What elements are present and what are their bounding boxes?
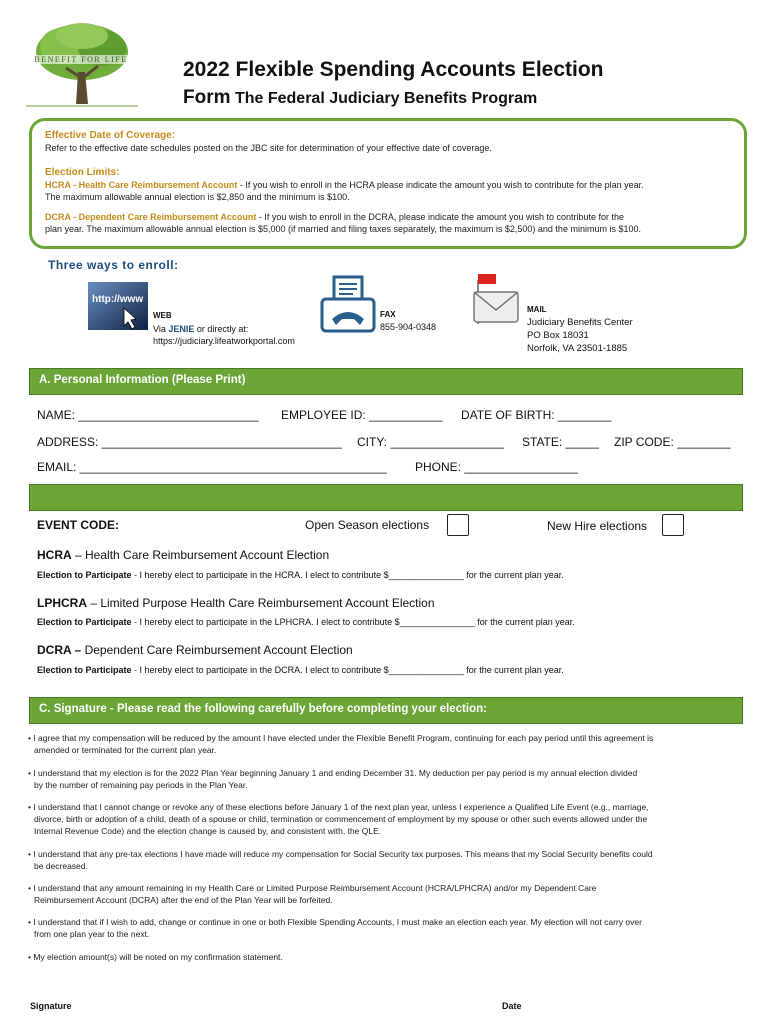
hcra-limit-line1 [45, 179, 644, 191]
lphcra-heading [37, 596, 435, 610]
mail-line3: Norfolk, VA 23501-1885 [527, 343, 628, 354]
dob-field[interactable]: DATE OF BIRTH: ________ [461, 408, 612, 422]
title-form-word: Form [183, 87, 231, 108]
program-name: The Federal Judiciary Benefits Program [234, 90, 538, 107]
dcra-limit-label: DCRA - Dependent Care Reimbursement Account [45, 212, 257, 222]
lphcra-election-line[interactable] [37, 617, 575, 627]
bullet-line: Reimbursement Account (DCRA) after the end of the Plan Year will be forfeited. [34, 895, 333, 905]
lphcra-elect-text: - I hereby elect to participate in the LPHCRA. I elect to contribute $_______________ for the current plan year. [131, 617, 575, 627]
web-via: Via [153, 324, 169, 334]
hcra-limit-text: - If you wish to enroll in the HCRA please indicate the amount you wish to contribute for the plan year. [237, 180, 644, 190]
bullet-line: be decreased. [34, 861, 88, 871]
zip-field[interactable]: ZIP CODE: ________ [614, 435, 731, 449]
employee-id-field[interactable]: EMPLOYEE ID: ___________ [281, 408, 443, 422]
city-field[interactable]: CITY: _________________ [357, 435, 504, 449]
phone-field[interactable]: PHONE: _________________ [415, 460, 578, 474]
section-c-header [29, 697, 743, 724]
bullet-line: • I understand that my election is for the 2022 Plan Year beginning January 1 and ending December 31. My deduction per pay period is my annual election divided [28, 768, 638, 778]
fax-icon [320, 275, 376, 333]
benefit-for-life-logo [22, 22, 140, 108]
bullet-line: by the number of remaining pay periods in the Plan Year. [34, 780, 248, 790]
email-field[interactable]: EMAIL: ______________________________________________ [37, 460, 387, 474]
fax-number: 855-904-0348 [380, 322, 437, 332]
fax-label: FAX [380, 310, 396, 319]
logo-text: BENEFIT FOR LIFE [26, 55, 136, 64]
name-field[interactable]: NAME: ___________________________ [37, 408, 259, 422]
lphcra-elect-bold: Election to Participate [37, 617, 132, 627]
agreement-bullet-1 [28, 732, 733, 756]
mailbox-icon [470, 272, 520, 328]
hcra-heading [37, 548, 329, 562]
mail-line1: Judiciary Benefits Center [527, 317, 633, 328]
bullet-line: • My election amount(s) will be noted on my confirmation statement. [28, 952, 283, 962]
web-text [153, 323, 295, 347]
hcra-election-line[interactable] [37, 570, 564, 580]
bullet-line: divorce, birth or adoption of a child, death of a spouse or child, termination or commencement of employment by my spouse or other such events allowed under the [34, 814, 648, 824]
agreement-bullet-2 [28, 767, 733, 791]
bullet-line: • I understand that any pre-tax elections I have made will reduce my compensation for Social Security tax purposes. This means that my Social Security benefits could [28, 849, 653, 859]
agreement-bullet-5 [28, 882, 733, 906]
bullet-line: • I understand that I cannot change or revoke any of these elections before January 1 of the next plan year, unless I experience a Qualified Life Event (e.g., marriage, [28, 802, 649, 812]
enroll-title: Three ways to enroll: [48, 258, 179, 272]
tree-icon [22, 22, 140, 108]
agreement-bullet-3 [28, 801, 733, 837]
section-a-title: A. Personal Information (Please Print) [39, 374, 246, 386]
hcra-limit-line2: The maximum allowable annual election is $2,850 and the minimum is $100. [45, 192, 350, 202]
web-rest: or directly at: [194, 324, 249, 334]
web-url[interactable]: https://judiciary.lifeatworkportal.com [153, 336, 295, 346]
event-code-label: EVENT CODE: [37, 518, 120, 532]
limits-heading: Election Limits: [45, 167, 120, 178]
lphcra-rest: – Limited Purpose Health Care Reimbursement Account Election [87, 596, 435, 610]
coverage-heading: Effective Date of Coverage: [45, 130, 176, 141]
dcra-heading [37, 643, 353, 657]
jenie-link[interactable]: JENIE [168, 324, 195, 334]
section-b-header [29, 484, 743, 511]
open-season-label: Open Season elections [305, 518, 430, 532]
agreement-bullet-7 [28, 951, 733, 963]
lphcra-bold: LPHCRA [37, 596, 87, 610]
new-hire-checkbox[interactable] [662, 514, 684, 536]
mail-line2: PO Box 18031 [527, 330, 589, 341]
section-c-title: C. Signature - Please read the following carefully before completing your election: [39, 703, 487, 715]
web-icon [88, 282, 148, 330]
mail-label: MAIL [527, 305, 547, 314]
address-field[interactable]: ADDRESS: ____________________________________ [37, 435, 342, 449]
hcra-rest: – Health Care Reimbursement Account Election [71, 548, 330, 562]
dcra-elect-text: - I hereby elect to participate in the DCRA. I elect to contribute $_______________ for the current plan year. [131, 665, 564, 675]
coverage-text: Refer to the effective date schedules posted on the JBC site for determination of your effective date of coverage. [45, 143, 492, 153]
page-subtitle [183, 87, 537, 109]
section-a-header [29, 368, 743, 395]
date-label[interactable]: Date [502, 1001, 522, 1011]
hcra-bold: HCRA [37, 548, 72, 562]
dcra-limit-line2: plan year. The maximum allowable annual election is $5,000 (if married and filing taxes separately, the maximum is $2,500) and the minimum is $100. [45, 224, 641, 234]
agreement-bullet-4 [28, 848, 733, 872]
bullet-line: amended or terminated for the current plan year. [34, 745, 217, 755]
web-icon-text: http://www [92, 294, 144, 305]
dcra-election-line[interactable] [37, 665, 564, 675]
dcra-elect-bold: Election to Participate [37, 665, 132, 675]
bullet-line: from one plan year to the next. [34, 929, 150, 939]
hcra-elect-text: - I hereby elect to participate in the HCRA. I elect to contribute $_______________ for the current plan year. [131, 570, 564, 580]
bullet-line: • I understand that any amount remaining in my Health Care or Limited Purpose Reimbursement Account (HCRA/LPHCRA) and/or my Dependent Care [28, 883, 597, 893]
state-field[interactable]: STATE: _____ [522, 435, 599, 449]
agreement-bullet-6 [28, 916, 733, 940]
open-season-checkbox[interactable] [447, 514, 469, 536]
page-title: 2022 Flexible Spending Accounts Election [183, 58, 604, 81]
mail-address [527, 316, 633, 355]
bullet-line: Internal Revenue Code) and the election change is caused by, and consistent with, the QLE. [34, 826, 382, 836]
hcra-limit-label: HCRA - Health Care Reimbursement Account [45, 180, 238, 190]
web-label: WEB [153, 311, 172, 320]
bullet-line: • I agree that my compensation will be reduced by the amount I have elected under the Flexible Benefit Program, continuing for each pay period until this agreement is [28, 733, 654, 743]
dcra-bold: DCRA – [37, 643, 82, 657]
bullet-line: • I understand that if I wish to add, change or continue in one or both Flexible Spending Accounts, I must make an election each year. My election will not carry over [28, 917, 642, 927]
dcra-limit-line1 [45, 211, 624, 223]
signature-label[interactable]: Signature [30, 1001, 72, 1011]
dcra-limit-text: - If you wish to enroll in the DCRA, please indicate the amount you wish to contribute for the [256, 212, 625, 222]
new-hire-label: New Hire elections [547, 519, 648, 533]
hcra-elect-bold: Election to Participate [37, 570, 132, 580]
dcra-rest: Dependent Care Reimbursement Account Election [81, 643, 353, 657]
